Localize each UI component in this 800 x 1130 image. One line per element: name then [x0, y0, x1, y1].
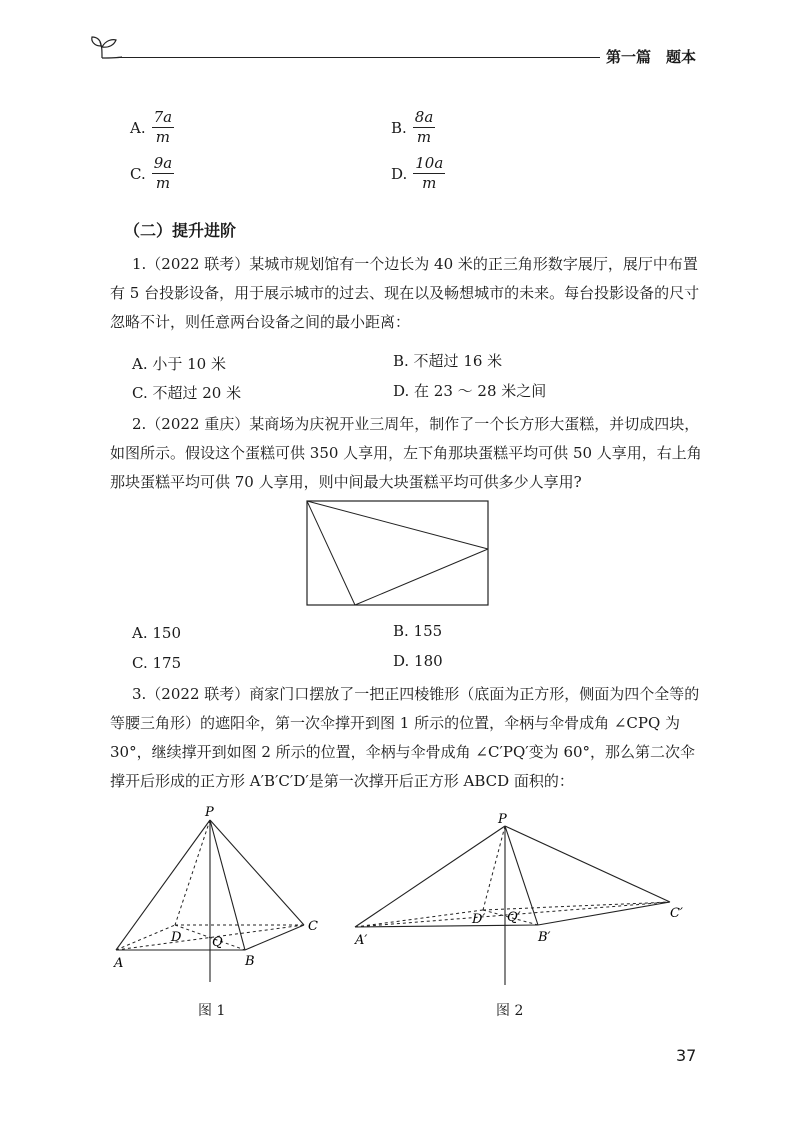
cake-rectangle: [307, 501, 488, 605]
cake-cut-line: [307, 501, 488, 549]
header-rule: [118, 57, 600, 58]
fig1-label-d: D: [171, 930, 182, 945]
question-3-text: 3.（2022 联考）商家门口摆放了一把正四棱锥形（底面为正方形，侧面为四个全等的等腰三角形）的遮阳伞，第一次伞撑开到图 1 所示的位置，伞柄与伞骨成角 ∠CPQ 为 30°，继续撑开到如图 2 所示的位置，伞柄与伞骨成角 ∠C′PQ′变为 60°，那么第二次伞撑开后形成的正方形 A′B′C′D′是第一次撑开后正方形 ABCD 面积的：: [110, 685, 700, 790]
q2-option-a: A. 150: [132, 624, 181, 642]
fig2-label-p: P: [498, 812, 507, 827]
cake-cut-line: [355, 549, 488, 605]
option-a-fraction: A. $\frac{7a}{m}$: [130, 108, 173, 146]
fig1-label-q: Q: [212, 935, 223, 950]
q2-option-d: D. 180: [393, 652, 443, 670]
fig1-label-b: B: [245, 954, 255, 969]
header-title: 第一篇 题本: [606, 48, 697, 66]
q1-option-a: A. 小于 10 米: [132, 355, 226, 373]
pyramid-figure-1: [100, 800, 340, 990]
question-2-text: 2.（2022 重庆）某商场为庆祝开业三周年，制作了一个长方形大蛋糕，并切成四块，如图所示。假设这个蛋糕可供 350 人享用，左下角那块蛋糕平均可供 50 人享用，右上角那块蛋糕平均可供 70 人享用，则中间最大块蛋糕平均可供多少人享用?: [110, 415, 702, 491]
option-c-fraction: C. $\frac{9a}{m}$: [130, 154, 173, 192]
figure-2-caption: 图 2: [496, 1003, 524, 1019]
fig2-label-q: Q′: [507, 910, 521, 925]
page-number: 37: [676, 1046, 697, 1065]
figure-1-caption: 图 1: [198, 1003, 226, 1019]
fig2-label-d: D′: [472, 912, 486, 927]
fig2-label-a: A′: [355, 933, 368, 948]
question-1-text: 1.（2022 联考）某城市规划馆有一个边长为 40 米的正三角形数字展厅，展厅中布置有 5 台投影设备，用于展示城市的过去、现在以及畅想城市的未来。每台投影设备的尺寸忽略不计，则任意两台设备之间的最小距离：: [110, 255, 700, 331]
cake-cut-line: [307, 501, 355, 605]
pyramid-figure-2: [345, 810, 690, 990]
q1-option-d: D. 在 23 ～ 28 米之间: [393, 382, 547, 400]
fig1-label-a: A: [114, 956, 124, 971]
q2-option-b: B. 155: [393, 622, 443, 640]
fig2-label-c: C′: [670, 906, 683, 921]
fig1-label-p: P: [205, 805, 214, 820]
section-title: （二）提升进阶: [124, 221, 237, 240]
option-b-fraction: B. $\frac{8a}{m}$: [391, 108, 434, 146]
q1-option-b: B. 不超过 16 米: [393, 352, 503, 370]
cake-diagram: [300, 495, 495, 610]
fig1-label-c: C: [308, 919, 318, 934]
q2-option-c: C. 175: [132, 654, 182, 672]
q1-option-c: C. 不超过 20 米: [132, 384, 242, 402]
option-d-fraction: D. $\frac{10a}{m}$: [391, 154, 444, 192]
fig2-label-b: B′: [538, 930, 551, 945]
